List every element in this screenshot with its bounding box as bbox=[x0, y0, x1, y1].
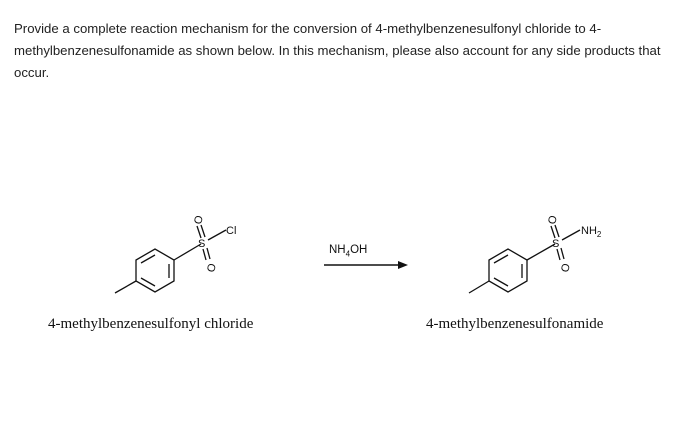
s-cl-bond bbox=[208, 230, 226, 240]
reactant-oxygen-top: O bbox=[192, 214, 206, 226]
product-sulfur: S bbox=[552, 238, 560, 250]
question-text: Provide a complete reaction mechanism for the conversion of 4-methylbenzenesulfonyl chloride to 4-methylbenzenesulfonamide as shown below. In this mechanism, please also account for any side products that occur. bbox=[14, 21, 661, 80]
methyl-bond bbox=[115, 281, 136, 293]
reaction-arrow bbox=[324, 261, 408, 269]
reagent-label bbox=[329, 244, 367, 258]
product-amine-subscript: 2 bbox=[596, 230, 602, 239]
reactant-oxygen-bottom: O bbox=[205, 262, 219, 274]
product-structure bbox=[469, 225, 580, 293]
product-amine-group bbox=[581, 225, 602, 239]
ring-sulfur-bond bbox=[174, 244, 201, 260]
reactant-name: 4-methylbenzenesulfonyl chloride bbox=[48, 316, 254, 332]
product-methyl-bond bbox=[469, 281, 489, 293]
reagent-suffix: OH bbox=[350, 244, 368, 256]
reactant-sulfur: S bbox=[198, 238, 206, 250]
product-name: 4-methylbenzenesulfonamide bbox=[426, 316, 604, 332]
product-oxygen-bottom: O bbox=[559, 262, 573, 274]
reactant-structure bbox=[115, 225, 226, 293]
reagent-base: NH bbox=[329, 244, 346, 256]
product-ring-sulfur-bond bbox=[527, 244, 555, 260]
reactant-chlorine: Cl bbox=[226, 225, 237, 237]
reagent-subscript: 4 bbox=[345, 249, 351, 259]
s-n-bond bbox=[562, 230, 580, 240]
product-oxygen-top: O bbox=[546, 214, 560, 226]
product-amine-base: NH bbox=[581, 225, 597, 237]
